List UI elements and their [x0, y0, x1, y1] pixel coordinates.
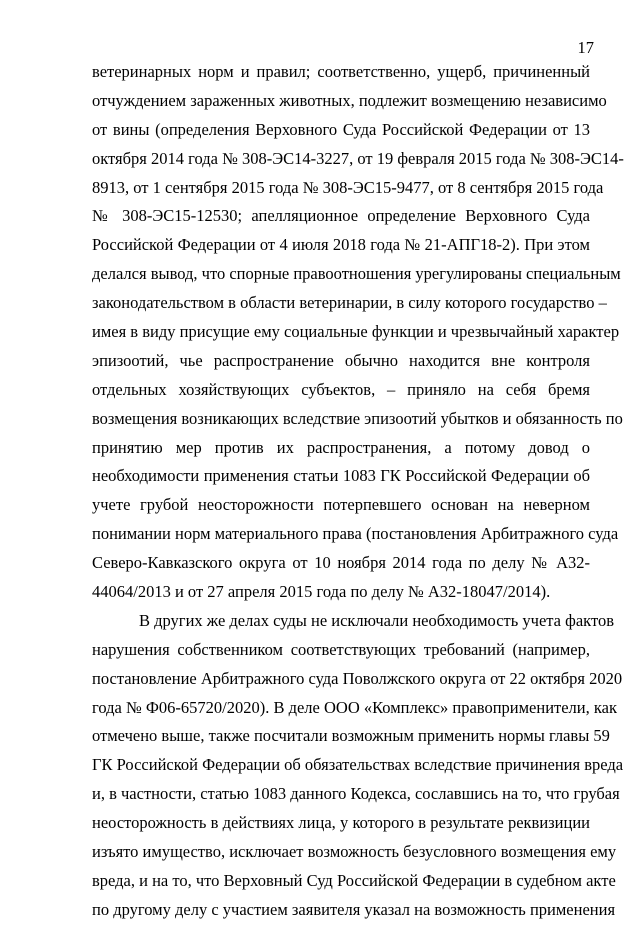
text-line: отчуждением зараженных животных, подлежит возмещению независимо [92, 90, 607, 110]
text-line: 8913, от 1 сентября 2015 года № 308-ЭС15-9477, от 8 сентября 2015 года [92, 177, 604, 197]
text-line: октября 2014 года № 308-ЭС14-3227, от 19 февраля 2015 года № 308-ЭС14- [92, 148, 624, 168]
text-line: № 308-ЭС15-12530; апелляционное определение Верховного Суда [92, 206, 590, 226]
text-line: ГК Российской Федерации об обязательствах вследствие причинения вреда [92, 755, 624, 775]
text-line: года № Ф06-65720/2020). В деле ООО «Комплекс» правоприменители, как [92, 697, 617, 717]
paragraph [92, 58, 624, 607]
text-line: учете грубой неосторожности потерпевшего основан на неверном [92, 495, 590, 515]
text-line: необходимости применения статьи 1083 ГК Российской Федерации об [92, 466, 590, 486]
text-line: законодательством в области ветеринарии, в силу которого государство – [92, 293, 607, 313]
paragraph [92, 607, 624, 925]
text-line: В других же делах суды не исключали необходимость учета фактов [139, 610, 614, 630]
text-line: эпизоотий, чье распространение обычно находится вне контроля [92, 350, 590, 370]
text-line: постановление Арбитражного суда Поволжского округа от 22 октября 2020 [92, 668, 623, 688]
text-line: понимании норм материального права (постановления Арбитражного суда [92, 524, 619, 544]
text-line: изъято имущество, исключает возможность безусловного возмещения ему [92, 842, 617, 862]
text-line: возмещения возникающих вследствие эпизоотий убытков и обязанность по [92, 408, 623, 428]
text-line: от вины (определения Верховного Суда Российской Федерации от 13 [92, 119, 590, 139]
text-line: ветеринарных норм и правил; соответственно, ущерб, причиненный [92, 62, 590, 81]
text-line: имея в виду присущие ему социальные функции и чрезвычайный характер [92, 322, 620, 342]
text-line: нарушения собственником соответствующих требований (например, [92, 639, 590, 659]
text-line: делался вывод, что спорные правоотношения урегулированы специальным [92, 264, 621, 284]
text-line: и, в частности, статью 1083 данного Кодекса, сославшись на то, что грубая [92, 784, 620, 804]
text-line: неосторожность в действиях лица, у которого в результате реквизиции [92, 813, 590, 833]
text-line: Северо-Кавказского округа от 10 ноября 2014 года по делу № А32- [92, 553, 590, 573]
text-line: отмечено выше, также посчитали возможным применить нормы главы 59 [92, 726, 610, 746]
document-body [92, 58, 624, 925]
text-line: вреда, и на то, что Верховный Суд Российской Федерации в судебном акте [92, 870, 616, 890]
text-line: принятию мер против их распространения, а потому довод о [92, 437, 590, 457]
page-number: 17 [577, 38, 594, 57]
text-line: Российской Федерации от 4 июля 2018 года № 21-АПГ18-2). При этом [92, 235, 590, 255]
text-line: отдельных хозяйствующих субъектов, – приняло на себя бремя [92, 379, 590, 399]
text-line: по другому делу с участием заявителя указал на возможность применения [92, 899, 616, 919]
text-line: 44064/2013 и от 27 апреля 2015 года по делу № А32-18047/2014). [92, 582, 551, 602]
